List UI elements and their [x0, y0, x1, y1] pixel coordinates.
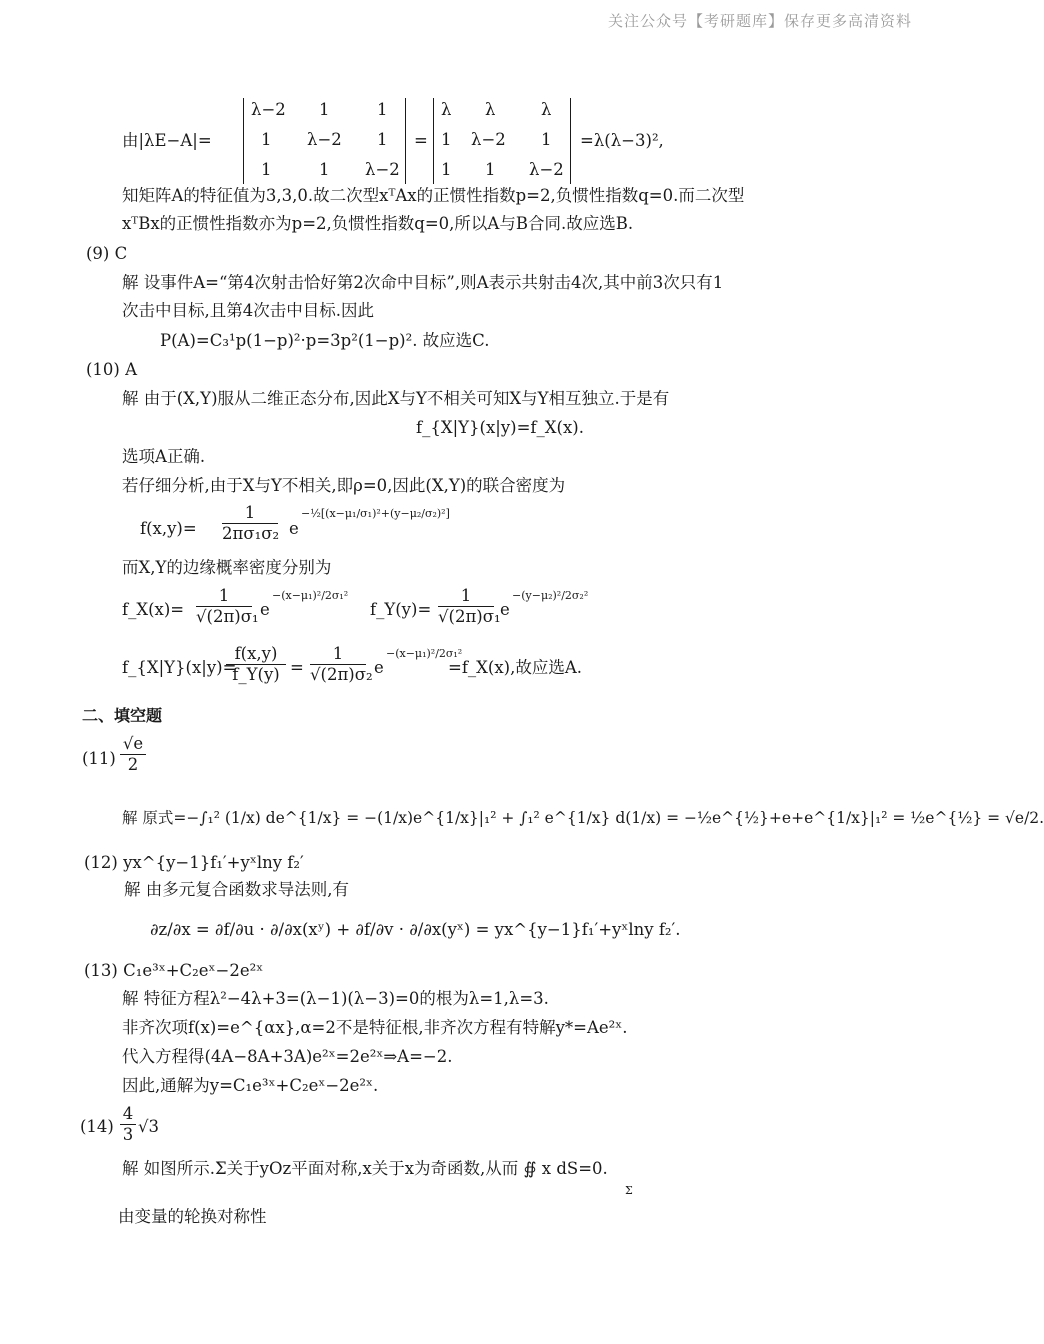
q9-sol-2: 次击中目标,且第4次击中目标.因此 [122, 301, 374, 320]
cond-num-1: f(x,y) [234, 644, 278, 663]
matrix-2 [433, 98, 573, 184]
q9-formula: P(A)=C₃¹p(1−p)²·p=3p²(1−p)². 故应选C. [160, 331, 490, 350]
q10-sol-3: 若仔细分析,由于X与Y不相关,即ρ=0,因此(X,Y)的联合密度为 [122, 476, 566, 495]
fx-num: 1 [218, 586, 230, 605]
q14-ans-tail: √3 [138, 1117, 160, 1136]
q11-sol: 解 原式=−∫₁² (1/x) de^{1/x} = −(1/x)e^{1/x}|₁² + ∫₁² e^{1/x} d(1/x) = −½e^{½}+e+e^{1/x}|₁² = ½e^{½} = √e/2. [122, 809, 1044, 827]
joint-den: 2πσ₁σ₂ [222, 524, 280, 543]
q9-sol-1: 解 设事件A=“第4次射击恰好第2次命中目标”,则A表示共射击4次,其中前3次只有1 [122, 273, 724, 292]
section-title: 二、填空题 [82, 706, 163, 725]
cond-eq: = [290, 658, 304, 677]
q13-label: (13) C₁e³ˣ+C₂eˣ−2e²ˣ [84, 961, 264, 980]
m1-cell: 1 [261, 130, 272, 149]
q14-sol-2: 由变量的轮换对称性 [118, 1207, 267, 1226]
fx-frac [196, 586, 259, 627]
fx-exp: e [260, 600, 270, 619]
joint-lhs: f(x,y)= [140, 519, 197, 538]
q10-eq-1: f_{X|Y}(x|y)=f_X(x). [416, 418, 584, 437]
q14-ans-num: 4 [122, 1104, 134, 1123]
q10-sol-4: 而X,Y的边缘概率密度分别为 [122, 558, 332, 577]
q14-label: (14) [80, 1117, 114, 1136]
q14-ans-den: 3 [122, 1125, 134, 1144]
cond-exp: e [374, 658, 384, 677]
q11-label: (11) [82, 749, 116, 768]
fy-num: 1 [460, 586, 472, 605]
cond-rhs: =f_X(x),故应选A. [448, 658, 583, 677]
fy-lhs: f_Y(y)= [370, 600, 432, 619]
q8-line-2: xᵀBx的正惯性指数亦为p=2,负惯性指数q=0,所以A与B合同.故应选B. [122, 214, 634, 233]
joint-exp: e [289, 519, 299, 538]
fx-den: √(2π)σ₁ [196, 607, 259, 626]
fy-frac [438, 586, 501, 627]
m1-cell: 1 [319, 100, 330, 119]
m2-cell: λ [441, 100, 452, 119]
joint-frac [222, 503, 278, 544]
matrix-1 [243, 98, 408, 184]
q9-answer: (9) C [86, 244, 128, 263]
m1-cell: 1 [377, 100, 388, 119]
q13-sol-2: 非齐次项f(x)=e^{αx},α=2不是特征根,非齐次方程有特解y*=Ae²ˣ. [122, 1018, 628, 1037]
cond-den-2: √(2π)σ₂ [310, 665, 373, 684]
q13-sol-1: 解 特征方程λ²−4λ+3=(λ−1)(λ−3)=0的根为λ=1,λ=3. [122, 989, 549, 1008]
q13-sol-3: 代入方程得(4A−8A+3A)e²ˣ=2e²ˣ⇒A=−2. [122, 1047, 453, 1066]
cond-exponent: −(x−μ₁)²/2σ₁² [386, 647, 463, 660]
m2-cell: 1 [441, 160, 452, 179]
fy-den: √(2π)σ₁ [438, 607, 501, 626]
watermark: 关注公众号【考研题库】保存更多高清资料 [607, 12, 912, 30]
m1-cell: λ−2 [251, 100, 286, 119]
m2-cell: 1 [485, 160, 496, 179]
m1-cell: λ−2 [365, 160, 400, 179]
det-rhs: =λ(λ−3)², [580, 131, 664, 150]
q14-answer [120, 1104, 136, 1145]
det-lhs: 由|λE−A|= [122, 131, 212, 150]
det-eq: = [414, 131, 428, 150]
fy-exp: e [500, 600, 510, 619]
q14-sigma: Σ [625, 1184, 633, 1197]
m2-cell: λ [485, 100, 496, 119]
q12-sol-1: 解 由多元复合函数求导法则,有 [124, 880, 349, 899]
q13-sol-4: 因此,通解为y=C₁e³ˣ+C₂eˣ−2e²ˣ. [122, 1076, 379, 1095]
m2-cell: λ−2 [529, 160, 564, 179]
fx-lhs: f_X(x)= [122, 600, 185, 619]
m2-cell: λ [541, 100, 552, 119]
cond-frac-1 [226, 644, 286, 685]
m2-cell: 1 [441, 130, 452, 149]
q11-ans-num: √e [122, 734, 144, 753]
q14-sol-1: 解 如图所示.Σ关于yOz平面对称,x关于x为奇函数,从而 ∯ x dS=0. [122, 1159, 608, 1178]
q10-answer: (10) A [86, 360, 138, 379]
cond-num-2: 1 [332, 644, 344, 663]
q12-label: (12) yx^{y−1}f₁′+yˣlny f₂′ [84, 853, 304, 872]
fx-exponent: −(x−μ₁)²/2σ₁² [272, 589, 349, 602]
joint-exponent: −½[(x−μ₁/σ₁)²+(y−μ₂/σ₂)²] [301, 507, 450, 520]
m2-cell: λ−2 [471, 130, 506, 149]
m1-cell: 1 [319, 160, 330, 179]
q10-sol-1: 解 由于(X,Y)服从二维正态分布,因此X与Y不相关可知X与Y相互独立.于是有 [122, 389, 670, 408]
m1-cell: 1 [261, 160, 272, 179]
q11-answer [120, 734, 146, 775]
cond-frac-2 [310, 644, 373, 685]
q12-formula: ∂z/∂x = ∂f/∂u · ∂/∂x(xʸ) + ∂f/∂v · ∂/∂x(yˣ) = yx^{y−1}f₁′+yˣlny f₂′. [150, 920, 681, 939]
fy-exponent: −(y−μ₂)²/2σ₂² [512, 589, 589, 602]
m1-cell: 1 [377, 130, 388, 149]
q11-ans-den: 2 [127, 755, 139, 774]
joint-num: 1 [244, 503, 256, 522]
m1-cell: λ−2 [307, 130, 342, 149]
q8-line-1: 知矩阵A的特征值为3,3,0.故二次型xᵀAx的正惯性指数p=2,负惯性指数q=0.而二次型 [122, 186, 745, 205]
m2-cell: 1 [541, 130, 552, 149]
cond-lhs: f_{X|Y}(x|y)= [122, 658, 237, 677]
cond-den-1: f_Y(y) [232, 665, 280, 684]
q10-sol-2: 选项A正确. [122, 447, 206, 466]
